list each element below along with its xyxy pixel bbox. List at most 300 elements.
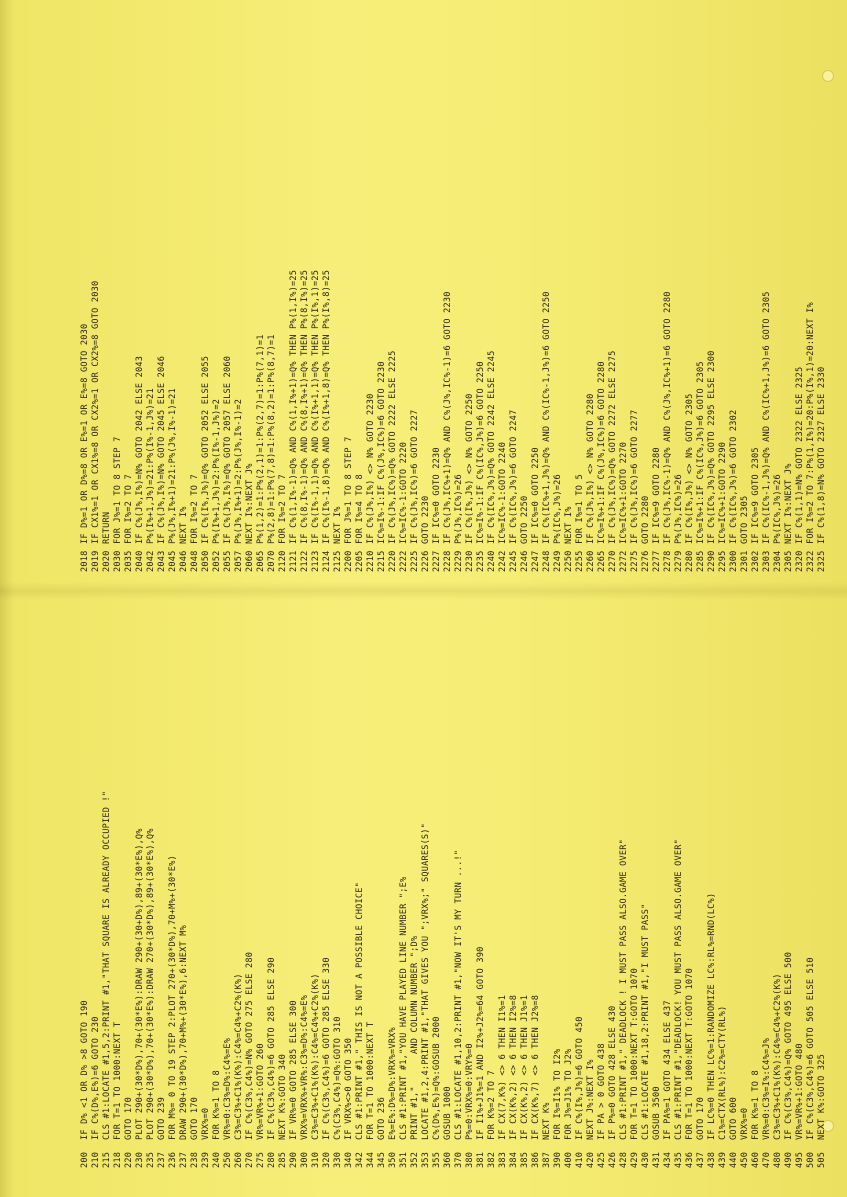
listing-line — [696, 608, 707, 1168]
line-number: 2278 — [663, 550, 673, 572]
listing-line — [289, 608, 300, 1168]
listing-line — [509, 608, 520, 1168]
line-number: 426 — [608, 1151, 618, 1168]
listing-line — [146, 12, 157, 572]
line-number: 351 — [399, 1151, 409, 1168]
line-code: IF IC%=0 GOTO 2250 — [531, 447, 541, 544]
line-number: 439 — [718, 1151, 728, 1168]
line-code: P%(J%,I%+1)=21:P%(J%,I%-1)=21 — [168, 388, 178, 544]
line-code: P%(IC%,J%)=26 — [773, 474, 783, 544]
line-number: 383 — [498, 1151, 508, 1168]
line-number: 2215 — [377, 550, 387, 572]
line-code: IF C%(IC%-1,J%)=Q% AND C%(IC%+1,J%)=6 GOTO 2305 — [762, 291, 772, 544]
line-code: CLS #1:PRINT #1,"DEADLOCK! YOU MUST PASS ALSO.GAME OVER" — [674, 839, 684, 1140]
line-number: 238 — [190, 1151, 200, 1168]
line-number: 310 — [311, 1151, 321, 1168]
listing-line — [443, 12, 454, 572]
listing-line — [795, 608, 806, 1168]
line-code: IC%=IC%+1:GOTO 2270 — [619, 441, 629, 544]
line-number: 505 — [817, 1151, 827, 1168]
line-code: GOTO 2305 — [740, 495, 750, 544]
line-number: 440 — [729, 1151, 739, 1168]
line-number: 2052 — [212, 550, 222, 572]
listing-line — [498, 12, 509, 572]
line-code: LOCATE #1,2,4:PRINT #1,"THAT GIVES YOU ";VRX%;" SQUARES(S)" — [421, 822, 431, 1140]
line-number: 425 — [597, 1151, 607, 1168]
listing-line — [80, 12, 91, 572]
line-code: IF C%(J%,IC%-1)=Q% AND C%(J%,IC%+1)=6 GOTO 2280 — [663, 291, 673, 544]
listing-line — [135, 12, 146, 572]
listing-line — [707, 12, 718, 572]
line-number: 436 — [685, 1151, 695, 1168]
line-number: 2285 — [696, 550, 706, 572]
line-number: 430 — [641, 1151, 651, 1168]
line-number: 218 — [113, 1151, 123, 1168]
line-code: IF C%(C3%,C4%)=6 GOTO 505 ELSE 510 — [806, 957, 816, 1140]
listing-line — [366, 12, 377, 572]
line-number: 2060 — [245, 550, 255, 572]
line-number: 353 — [421, 1151, 431, 1168]
line-number: 2048 — [190, 550, 200, 572]
listing-line — [168, 608, 179, 1168]
line-number: 2255 — [575, 550, 585, 572]
line-number: 236 — [168, 1151, 178, 1168]
listing-line — [377, 12, 388, 572]
line-code: IC%=IC%-1:GOTO 2220 — [399, 441, 409, 544]
listing-line — [685, 12, 696, 572]
listing-line — [663, 12, 674, 572]
listing-line — [388, 608, 399, 1168]
line-code: GOTO 600 — [729, 1097, 739, 1140]
line-code: IC%=IC%-1:GOTO 2240 — [498, 441, 508, 544]
listing-line — [806, 608, 817, 1168]
listing-line — [608, 12, 619, 572]
line-code: GOTO 170 — [124, 1097, 134, 1140]
line-number: 2277 — [652, 550, 662, 572]
line-number: 2325 — [817, 550, 827, 572]
line-code: IF C%(J%,IC%)=6 GOTO 2277 — [630, 409, 640, 544]
line-code: IF IC%=0 GOTO 2230 — [432, 447, 442, 544]
line-number: 2227 — [432, 550, 442, 572]
line-code: CLS #1:PRINT #1," THIS IS NOT A POSSIBLE CHOICE" — [355, 882, 365, 1140]
listing-line — [223, 12, 234, 572]
line-code: GOTO 2230 — [421, 495, 431, 544]
line-code: IF C%(C3%,C4%)=N% GOTO 275 ELSE 280 — [245, 951, 255, 1140]
line-number: 490 — [784, 1151, 794, 1168]
line-number: 275 — [256, 1151, 266, 1168]
listing-line — [344, 608, 355, 1168]
line-number: 345 — [377, 1151, 387, 1168]
line-number: 230 — [135, 1151, 145, 1168]
line-code: GOTO 170 — [696, 1097, 706, 1140]
listing-line — [509, 12, 520, 572]
line-number: 386 — [531, 1151, 541, 1168]
line-number: 429 — [630, 1151, 640, 1168]
line-code: P%(J%,IC%)=26 — [454, 474, 464, 544]
line-code: IF D% <1 OR D% >8 GOTO 190 — [80, 1000, 90, 1140]
listing-line — [718, 12, 729, 572]
listing-line — [168, 12, 179, 572]
line-code: C1%=CTX(RL%):C2%=CTY(RL%) — [718, 1005, 728, 1140]
line-code: CLS #1:LOCATE #1,18,2:PRINT #1,"I MUST PASS" — [641, 903, 651, 1140]
line-code: FOR J%=1 TO 8 STEP 7 — [344, 436, 354, 544]
line-code: FOR I%=4 TO 8 — [355, 474, 365, 544]
listing-line — [157, 12, 168, 572]
listing-line — [630, 12, 641, 572]
line-code: IF C%(C3%,C4%)=6 GOTO 285 ELSE 290 — [267, 957, 277, 1140]
basic-listing-lines-2018-2325 — [80, 12, 828, 572]
line-number: 250 — [223, 1151, 233, 1168]
listing-line — [795, 12, 806, 572]
listing-line — [674, 608, 685, 1168]
line-number: 352 — [410, 1151, 420, 1168]
listing-line — [564, 608, 575, 1168]
line-code: GOTO 2280 — [641, 495, 651, 544]
listing-line — [498, 608, 509, 1168]
listing-line — [245, 608, 256, 1168]
line-code: IF D%=1 OR D%=8 OR E%=1 OR E%=8 GOTO 2030 — [80, 323, 90, 544]
line-number: 290 — [289, 1151, 299, 1168]
listing-line — [322, 12, 333, 572]
line-number: 360 — [443, 1151, 453, 1168]
line-number: 2280 — [685, 550, 695, 572]
listing-line — [630, 608, 641, 1168]
listing-line — [355, 12, 366, 572]
line-number: 237 — [157, 1151, 167, 1168]
listing-line — [300, 608, 311, 1168]
line-number: 438 — [707, 1151, 717, 1168]
line-number: 500 — [806, 1151, 816, 1168]
line-number: 450 — [740, 1151, 750, 1168]
listing-line — [476, 12, 487, 572]
line-code: FOR I%=2 TO 7 — [124, 474, 134, 544]
line-code: C%(C3%,C4%)=Q%:GOTO 310 — [333, 1016, 343, 1140]
line-code: IF CX(K%,2) <> 6 THEN J1%=1 — [520, 994, 530, 1140]
listing-line — [608, 608, 619, 1168]
line-number: 381 — [476, 1151, 486, 1168]
line-code: IF CX(K%,7) <> 6 THEN J2%=8 — [531, 994, 541, 1140]
line-code: PLOT 290+(30*D%),70+(30*E%):DRAW 270+(30*D%),89+(30*E%),Q% — [146, 828, 156, 1140]
line-code: FOR I%=2 TO 7 — [190, 474, 200, 544]
line-number: 2042 — [146, 550, 156, 572]
line-code: IF IC%=9 GOTO 2280 — [652, 447, 662, 544]
line-number: 2035 — [124, 550, 134, 572]
line-number: 210 — [91, 1151, 101, 1168]
listing-line — [289, 12, 300, 572]
line-number: 2300 — [729, 550, 739, 572]
listing-line — [597, 608, 608, 1168]
line-number: 2122 — [300, 550, 310, 572]
line-code: C3%=C3%+C1%(K%):C4%=C4%+C2%(K%) — [234, 973, 244, 1140]
listing-line — [421, 608, 432, 1168]
line-code: IF C%(1,8)=N% GOTO 2327 ELSE 2330 — [817, 366, 827, 544]
line-number: 350 — [388, 1151, 398, 1168]
listing-line — [674, 12, 685, 572]
line-number: 385 — [520, 1151, 530, 1168]
listing-line — [388, 12, 399, 572]
line-code: VRX%=VRX%+VR%:C3%=D%:C4%=E% — [300, 994, 310, 1140]
listing-line — [454, 12, 465, 572]
line-code: C3%=C3%+C1%(K%):C4%=C4%+C2%(K%) — [311, 973, 321, 1140]
line-number: 400 — [564, 1151, 574, 1168]
line-number: 2301 — [740, 550, 750, 572]
listing-line — [223, 608, 234, 1168]
line-code: IF C%(IC%,J%)=Q% GOTO 2295 ELSE 2300 — [707, 350, 717, 544]
listing-line — [696, 12, 707, 572]
line-code: NEXT K%:GOTO 325 — [817, 1054, 827, 1140]
listing-line — [267, 608, 278, 1168]
line-code: IF C%(IC%+1,J%)=Q% AND C%(IC%-1,J%)=6 GOTO 2250 — [542, 291, 552, 544]
line-number: 2246 — [520, 550, 530, 572]
line-number: 2124 — [322, 550, 332, 572]
listing-line — [740, 12, 751, 572]
listing-line — [520, 608, 531, 1168]
line-number: 2303 — [762, 550, 772, 572]
line-code: IF C%(I%,J%)=Q% GOTO 2052 ELSE 2055 — [201, 355, 211, 544]
line-code: PLOT 290+(30*D%),70+(30*E%):DRAW 290+(30+D%),89+(30*E%),Q% — [135, 828, 145, 1140]
listing-line — [311, 12, 322, 572]
line-number: 220 — [124, 1151, 134, 1168]
line-number: 215 — [102, 1151, 112, 1168]
line-number: 420 — [586, 1151, 596, 1168]
line-number: 390 — [553, 1151, 563, 1168]
line-code: FOR I%=2 TO 7:P%(1,I%)=20:P%(I%,1)=20:NEXT I% — [806, 302, 816, 544]
line-number: 2320 — [795, 550, 805, 572]
listing-line — [597, 12, 608, 572]
listing-line — [344, 12, 355, 572]
line-code: IF IC%=9 GOTO 2305 — [751, 447, 761, 544]
line-code: IF CX(7,K%) <> 6 THEN I1%=1 — [498, 994, 508, 1140]
listing-line — [707, 608, 718, 1168]
line-code: NEXT I%:NEXT J% — [245, 463, 255, 544]
line-code: FOR K%=1 TO 8 — [212, 1070, 222, 1140]
listing-line — [564, 12, 575, 572]
line-code: IC%=IC%+1:GOTO 2290 — [718, 441, 728, 544]
line-code: GOTO 239 — [157, 1097, 167, 1140]
line-number: 270 — [245, 1151, 255, 1168]
line-number: 2295 — [718, 550, 728, 572]
line-number: 470 — [762, 1151, 772, 1168]
listing-line — [190, 608, 201, 1168]
listing-line — [465, 12, 476, 572]
listing-line — [212, 608, 223, 1168]
line-number: 2229 — [454, 550, 464, 572]
listing-line — [652, 12, 663, 572]
line-number: 344 — [366, 1151, 376, 1168]
line-number: 2250 — [564, 550, 574, 572]
line-code: IF C%(D%,E%)=6 GOTO 230 — [91, 1016, 101, 1140]
line-code: IF CX1%=1 OR CX1%=8 OR CX2%=1 OR CX2%=8 GOTO 2030 — [91, 280, 101, 544]
line-code: IF C%(I%,J%) <> N% GOTO 2305 — [685, 393, 695, 544]
listing-line — [399, 12, 410, 572]
line-code: IF C%(IC%,J%)=Q% GOTO 2242 ELSE 2245 — [487, 350, 497, 544]
listing-line — [267, 12, 278, 572]
listing-line — [91, 12, 102, 572]
line-number: 435 — [674, 1151, 684, 1168]
line-code: IF C%(C3%,C4%)=6 GOTO 285 ELSE 330 — [322, 957, 332, 1140]
line-number: 2057 — [234, 550, 244, 572]
line-code: NEXT J%:NEXT I% — [586, 1059, 596, 1140]
line-code: IF C%(J%,I%)=N% GOTO 2045 ELSE 2046 — [157, 355, 167, 544]
listing-line — [729, 12, 740, 572]
listing-line — [201, 608, 212, 1168]
line-number: 285 — [278, 1151, 288, 1168]
listing-line — [520, 12, 531, 572]
line-number: 2220 — [388, 550, 398, 572]
line-number: 2200 — [344, 550, 354, 572]
line-code: IF C%(J%,IC%)=Q% GOTO 2222 ELSE 2225 — [388, 350, 398, 544]
listing-line — [575, 608, 586, 1168]
line-code: DRAW 290+(30*D%),70+M%+(30*E%),6:NEXT M% — [179, 925, 189, 1140]
line-code: P%(J%,IC%)=26 — [674, 474, 684, 544]
line-number: 2242 — [498, 550, 508, 572]
line-code: CLS #1:LOCATE #1,5,2:PRINT #1,"THAT SQUARE IS ALREADY OCCUPIED !" — [102, 790, 112, 1140]
listing-line — [201, 12, 212, 572]
line-number: 2030 — [113, 550, 123, 572]
line-code: FOR I%=I1% TO I2% — [553, 1048, 563, 1140]
line-code: GOTO 170 — [190, 1097, 200, 1140]
line-number: 342 — [355, 1151, 365, 1168]
listing-line — [773, 608, 784, 1168]
line-number: 2304 — [773, 550, 783, 572]
listing-line — [641, 12, 652, 572]
line-number: 2276 — [641, 550, 651, 572]
line-number: 2020 — [102, 550, 112, 572]
listing-line — [157, 608, 168, 1168]
line-code: IF P%=0 GOTO 428 ELSE 430 — [608, 1005, 618, 1140]
listing-line — [421, 12, 432, 572]
line-number: 239 — [201, 1151, 211, 1168]
line-code: VR%=VR%+1:GOTO 480 — [795, 1043, 805, 1140]
listing-line — [817, 12, 828, 572]
line-code: IF C%(J%,I%)=Q% GOTO 2057 ELSE 2060 — [223, 355, 233, 544]
line-code: IC%=I%+1:IF C%(IC%,J%)=6 GOTO 2305 — [696, 361, 706, 544]
line-number: 431 — [652, 1151, 662, 1168]
listing-line — [784, 608, 795, 1168]
listing-line — [91, 608, 102, 1168]
line-number: 2121 — [289, 550, 299, 572]
line-number: 380 — [465, 1151, 475, 1168]
listing-line — [762, 12, 773, 572]
line-number: 2226 — [421, 550, 431, 572]
line-number: 495 — [795, 1151, 805, 1168]
listing-line — [718, 608, 729, 1168]
line-code: FOR K%=1 TO 8 — [751, 1070, 761, 1140]
line-number: 2240 — [487, 550, 497, 572]
line-code: P%(I%+1,J%)=21:P%(I%-1,J%)=21 — [146, 388, 156, 544]
line-number: 2222 — [399, 550, 409, 572]
line-code: IF CX(K%,2) <> 6 THEN I2%=8 — [509, 994, 519, 1140]
line-number: 280 — [267, 1151, 277, 1168]
line-code: IF C%(1,I%-1)=Q% AND C%(1,I%+1)=Q% THEN P%(1,I%)=25 — [289, 269, 299, 544]
line-code: IC%=I%-1:IF C%(IC%,J%)=6 GOTO 2250 — [476, 361, 486, 544]
listing-line — [322, 608, 333, 1168]
listing-line — [586, 12, 597, 572]
line-number: 2045 — [168, 550, 178, 572]
line-number: 2123 — [311, 550, 321, 572]
line-code: IF C%(J%,I%)=N% GOTO 2042 ELSE 2043 — [135, 355, 145, 544]
listing-line — [751, 12, 762, 572]
listing-line — [542, 608, 553, 1168]
listing-line — [454, 608, 465, 1168]
listing-line — [663, 608, 674, 1168]
line-code: IF C%(J%,IC%)=Q% GOTO 2272 ELSE 2275 — [608, 350, 618, 544]
line-code: NEXT K%:GOTO 340 — [278, 1054, 288, 1140]
listing-line — [685, 608, 696, 1168]
listing-line — [531, 608, 542, 1168]
line-code: IF VRX%<>0 GOTO 350 — [344, 1037, 354, 1140]
line-code: IF PA%=1 GOTO 434 ELSE 437 — [663, 1000, 673, 1140]
line-number: 330 — [333, 1151, 343, 1168]
listing-line — [762, 608, 773, 1168]
listing-column-left-block — [80, 608, 828, 1168]
line-number: 2249 — [553, 550, 563, 572]
line-number: 2235 — [476, 550, 486, 572]
listing-line — [553, 608, 564, 1168]
line-code: IF LC%=0 THEN LC%=1:RANDOMIZE LC%:RL%=RND(LC%) — [707, 892, 717, 1140]
line-number: 2230 — [465, 550, 475, 572]
line-code: NEXT I%:NEXT J% — [784, 463, 794, 544]
line-number: 200 — [80, 1151, 90, 1168]
line-number: 2043 — [157, 550, 167, 572]
line-code: NEXT K% — [542, 1102, 552, 1140]
line-code: VR%=0:C3%=I%:C4%=J% — [762, 1037, 772, 1140]
line-number: 237 — [179, 1151, 189, 1168]
line-number: 2322 — [806, 550, 816, 572]
line-number: 387 — [542, 1151, 552, 1168]
line-number: 2050 — [201, 550, 211, 572]
line-code: VR%=0:C3%=D%:C4%=E% — [223, 1037, 233, 1140]
line-code: IF C%(J%,I%) <> N% GOTO 2230 — [366, 393, 376, 544]
line-code: FOR K%=2 TO 7 — [487, 1070, 497, 1140]
line-number: 2279 — [674, 550, 684, 572]
line-number: 384 — [509, 1151, 519, 1168]
line-number: 2265 — [597, 550, 607, 572]
line-code: FOR T=1 TO 1000:NEXT T — [366, 1021, 376, 1140]
line-code: C%(D%,E%)=Q%:GOSUB 2000 — [432, 1016, 442, 1140]
page-fold — [0, 582, 847, 600]
listing-line — [465, 608, 476, 1168]
line-code: NEXT I% — [179, 506, 189, 544]
line-code: IC%=I%+1:IF C%(J%,IC%)=6 GOTO 2280 — [597, 361, 607, 544]
line-number: 370 — [454, 1151, 464, 1168]
line-code: FOR T=1 TO 1000:NEXT T:GOTO 1070 — [630, 968, 640, 1140]
listing-column-right-block — [80, 12, 828, 572]
line-number: 434 — [663, 1151, 673, 1168]
listing-line — [113, 12, 124, 572]
line-number: 2270 — [608, 550, 618, 572]
line-number: 460 — [751, 1151, 761, 1168]
listing-line — [773, 12, 784, 572]
line-code: VRX%=0 — [201, 1107, 211, 1140]
listing-line — [432, 12, 443, 572]
line-number: 340 — [344, 1151, 354, 1168]
listing-line — [333, 608, 344, 1168]
listing-line — [80, 608, 91, 1168]
listing-line — [432, 608, 443, 1168]
line-code: IF C%(I%,J%) <> N% GOTO 2250 — [465, 393, 475, 544]
listing-line — [619, 608, 630, 1168]
line-code: FOR J%=1 TO 8 STEP 7 — [113, 436, 123, 544]
listing-line — [619, 12, 630, 572]
listing-line — [190, 12, 201, 572]
line-number: 428 — [619, 1151, 629, 1168]
line-code: VR%=VR%+1:GOTO 260 — [256, 1043, 266, 1140]
listing-line — [234, 12, 245, 572]
listing-line — [256, 608, 267, 1168]
listing-line — [212, 12, 223, 572]
listing-line — [487, 608, 498, 1168]
